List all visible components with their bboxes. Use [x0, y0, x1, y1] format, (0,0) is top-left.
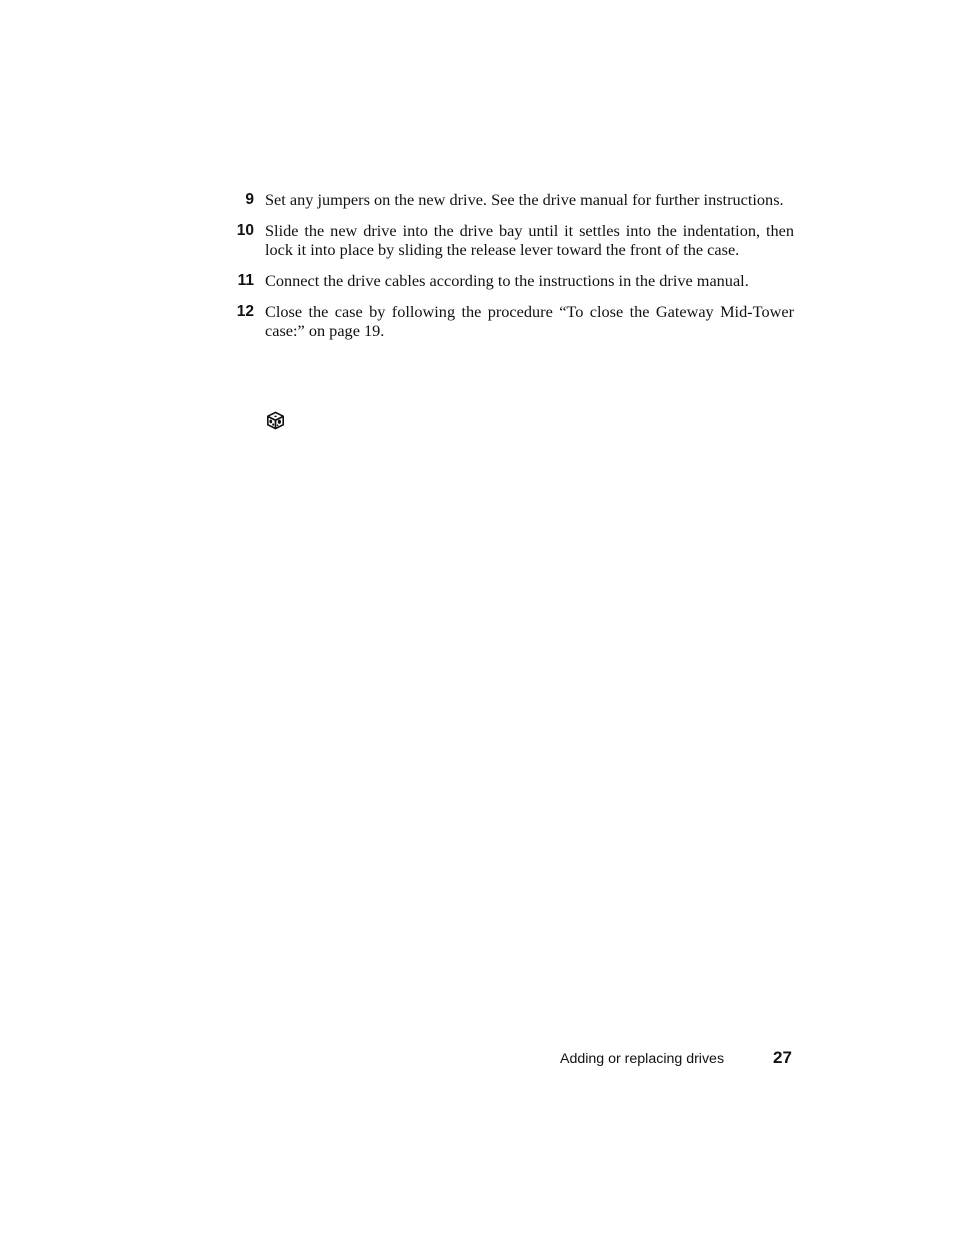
page-number: 27 — [773, 1048, 792, 1067]
step-number: 12 — [236, 303, 254, 320]
gateway-cube-logo-icon — [265, 410, 286, 431]
step-9 — [228, 190, 794, 209]
step-10 — [228, 221, 794, 259]
procedure-steps — [228, 190, 794, 352]
step-number: 11 — [237, 272, 254, 289]
step-number: 10 — [236, 222, 254, 239]
step-text: Set any jumpers on the new drive. See the drive manual for further instructions. — [265, 190, 784, 209]
step-text: Connect the drive cables according to the instructions in the drive manual. — [265, 271, 749, 290]
step-number: 9 — [245, 191, 254, 208]
footer-section-title: Adding or replacing drives — [560, 1051, 725, 1067]
step-11 — [228, 271, 794, 290]
step-12 — [228, 302, 794, 340]
step-text: Slide the new drive into the drive bay until it settles into the indentation, then lock it into place by sliding the release lever toward the front of the case. — [265, 221, 794, 259]
step-text: Close the case by following the procedure “To close the Gateway Mid-Tower case:” on page 19. — [265, 302, 794, 340]
